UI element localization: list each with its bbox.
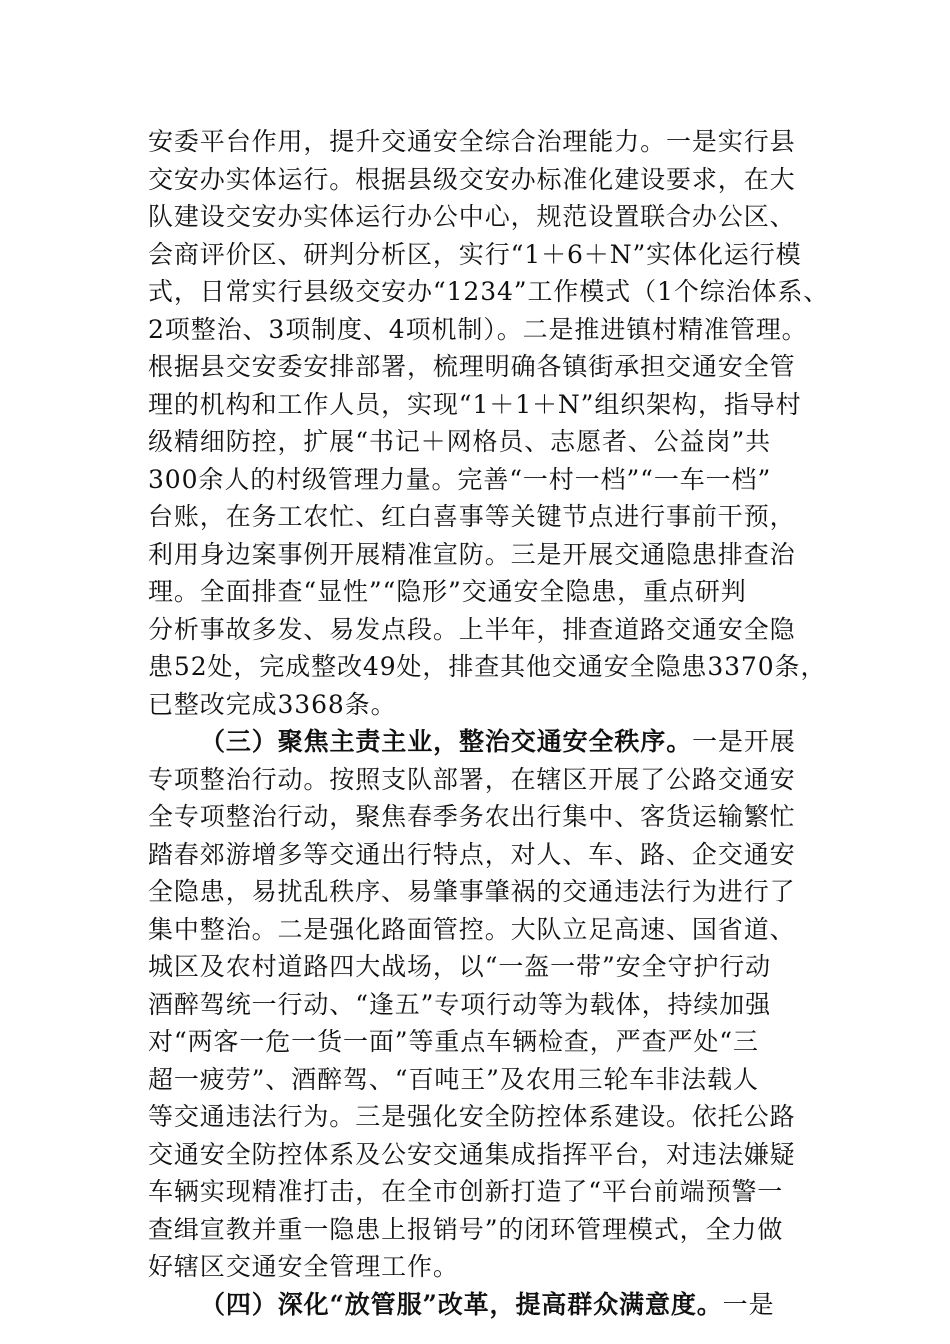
paragraph-line: 式，日常实行县级交安办“1234”工作模式（1个综治体系、 (148, 277, 830, 306)
section-3-heading: （三）聚焦主责主业，整治交通安全秩序。 (200, 727, 693, 756)
paragraph-line: 患52处，完成整改49处，排查其他交通安全隐患3370条， (148, 652, 827, 681)
paragraph-line: 超一疲劳”、酒醉驾、“百吨王”及农用三轮车非法载人 (148, 1064, 759, 1094)
paragraph-line: 已整改完成3368条。 (148, 689, 397, 719)
paragraph-line: 会商评价区、研判分析区，实行“1＋6＋N”实体化运行模 (148, 239, 802, 269)
paragraph-line: 查缉宣教并重一隐患上报销号”的闭环管理模式，全力做 (148, 1214, 784, 1244)
paragraph-line: 根据县交安委安排部署，梳理明确各镇街承担交通安全管 (148, 352, 796, 381)
paragraph-line: 2项整治、3项制度、4项机制）。二是推进镇村精准管理。 (148, 314, 808, 344)
section-4-first-line (148, 1286, 828, 1324)
paragraph-line: 理。全面排查“显性”“隐形”交通安全隐患，重点研判 (148, 577, 747, 606)
paragraph-line: 全专项整治行动，聚焦春季务农出行集中、客货运输繁忙 (148, 802, 796, 831)
section-4-heading: （四）深化“放管服”改革，提高群众满意度。 (200, 1289, 723, 1319)
paragraph-line: 交通安全防控体系及公安交通集成指挥平台，对违法嫌疑 (148, 1139, 796, 1169)
paragraph-line: 城区及农村道路四大战场，以“一盔一带”安全守护行动 (148, 952, 772, 981)
paragraph-line: 台账，在务工农忙、红白喜事等关键节点进行事前干预， (148, 502, 796, 531)
paragraph-line: 酒醉驾统一行动、“逢五”专项行动等为载体，持续加强 (148, 989, 772, 1019)
paragraph-line: 踏春郊游增多等交通出行特点，对人、车、路、企交通安 (148, 839, 796, 869)
paragraph-line: 专项整治行动。按照支队部署，在辖区开展了公路交通安 (148, 764, 796, 794)
paragraph-line: 理的机构和工作人员，实现“1＋1＋N”组织架构，指导村 (148, 389, 802, 419)
section-3-first-line (148, 723, 828, 761)
paragraph-line: 300余人的村级管理力量。完善“一村一档”“一车一档” (148, 464, 772, 494)
paragraph-line: 全隐患，易扰乱秩序、易肇事肇祸的交通违法行为进行了 (148, 877, 796, 906)
section-4-first-line-text: 一是 (722, 1289, 775, 1319)
paragraph-line: 车辆实现精准打击，在全市创新打造了“平台前端预警一 (148, 1177, 784, 1206)
paragraph-line: 安委平台作用，提升交通安全综合治理能力。一是实行县 (148, 127, 796, 156)
paragraph-line: 好辖区交通安全管理工作。 (148, 1252, 459, 1281)
paragraph-line: 对“两客一危一货一面”等重点车辆检查，严查严处“三 (148, 1027, 759, 1056)
paragraph-line: 等交通违法行为。三是强化安全防控体系建设。依托公路 (148, 1102, 796, 1131)
section-3-first-line-text: 一是开展 (692, 727, 796, 756)
paragraph-line: 集中整治。二是强化路面管控。大队立足高速、国省道、 (148, 914, 796, 944)
body-text (148, 123, 828, 1323)
paragraph-line: 级精细防控，扩展“书记＋网格员、志愿者、公益岗”共 (148, 427, 772, 456)
paragraph-line: 分析事故多发、易发点段。上半年，排查道路交通安全隐 (148, 614, 796, 644)
paragraph-line: 利用身边案事例开展精准宣防。三是开展交通隐患排查治 (148, 539, 796, 569)
paragraph-line: 交安办实体运行。根据县级交安办标准化建设要求，在大 (148, 164, 796, 194)
paragraph-line: 队建设交安办实体运行办公中心，规范设置联合办公区、 (148, 202, 796, 231)
